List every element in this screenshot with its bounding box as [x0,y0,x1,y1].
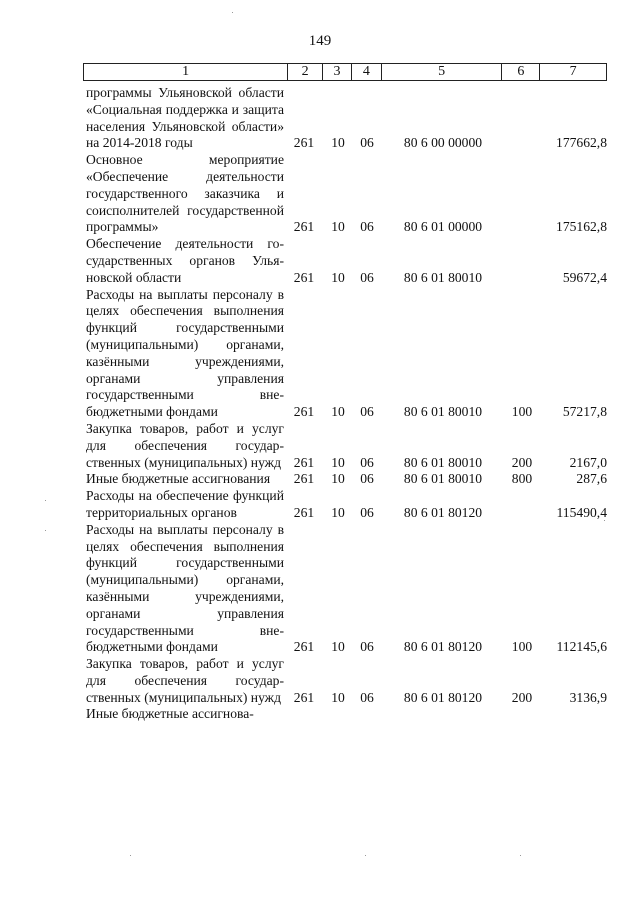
table-row [86,656,607,706]
scan-speck [45,500,46,501]
row-col-2: 261 [293,504,315,520]
row-col-3: 10 [331,471,345,487]
header-col-7: 7 [569,64,577,79]
row-col-5: 80 6 01 80120 [403,689,483,705]
row-col-6: 200 [511,689,533,705]
row-col-7: 177662,8 [556,135,607,151]
table-row [86,522,607,656]
scan-speck [520,855,521,856]
row-col-5: 80 6 01 00000 [403,219,483,235]
table-row [86,287,607,421]
row-col-6: 100 [511,639,533,655]
row-col-3: 10 [331,404,345,420]
row-col-4: 06 [360,219,374,235]
row-col-4: 06 [360,639,374,655]
row-col-5: 80 6 01 80010 [403,269,483,285]
table-row [86,488,607,522]
scan-speck [365,855,366,856]
row-col-2: 261 [293,689,315,705]
header-col-6: 6 [502,64,540,80]
header-col-3: 3 [323,64,352,80]
row-col-6: 200 [511,454,533,470]
row-description: программы Ульяновской области «Социальная поддержка и защита населения Ульяновской области» на 2014-2018 годы [86,85,284,151]
scan-speck [45,530,46,531]
scan-speck [130,855,131,856]
row-description: Иные бюджетные ассигнова- [86,706,254,722]
row-description: Обеспечение деятельности государственных органов Ульяновской области [86,236,284,285]
table-row [86,421,607,471]
row-col-7: 3136,9 [569,689,607,705]
row-col-4: 06 [360,269,374,285]
table-body [86,85,607,723]
row-col-2: 261 [293,219,315,235]
row-col-3: 10 [331,269,345,285]
row-col-4: 06 [360,689,374,705]
table-row [86,236,607,286]
row-col-3: 10 [331,135,345,151]
header-col-4: 4 [352,64,382,80]
table-row [86,706,607,723]
row-col-5: 80 6 01 80010 [403,471,483,487]
row-description: Закупка товаров, работ и услуг для обеспечения государственных (муниципальных) нужд [86,420,284,470]
row-col-2: 261 [293,471,315,487]
row-col-7: 57217,8 [562,404,607,420]
row-col-5: 80 6 01 80010 [403,454,483,470]
row-description: Расходы на выплаты персоналу в целях обеспечения выполнения функций государственными (муниципальными) органами, казёнными учреждениями, органами управления государственными внебюджетными фондами [86,286,284,420]
header-col-2: 2 [288,64,323,80]
row-col-7: 112145,6 [556,639,607,655]
row-col-3: 10 [331,639,345,655]
row-col-5: 80 6 01 80120 [403,639,483,655]
row-description: Основное мероприятие «Обеспечение деятельности государственного заказчика и соисполнителей государственной программы» [86,152,284,235]
scan-speck [604,520,605,521]
page-number: 149 [308,33,332,49]
row-col-2: 261 [293,639,315,655]
row-col-7: 115490,4 [556,504,607,520]
row-description: Иные бюджетные ассигнования [86,471,271,487]
header-col-5: 5 [382,64,503,80]
row-col-4: 06 [360,135,374,151]
row-col-3: 10 [331,504,345,520]
row-description: Расходы на выплаты персоналу в целях обеспечения выполнения функций государственными (муниципальными) органами, казёнными учреждениями, органами управления государственными внебюджетными фондами [86,521,284,655]
row-description: Расходы на обеспечение функций территориальных органов [86,488,284,520]
table-row [86,85,607,152]
row-col-2: 261 [293,404,315,420]
row-description: Закупка товаров, работ и услуг для обеспечения государственных (муниципальных) нужд [86,656,284,705]
row-col-4: 06 [360,471,374,487]
row-col-5: 80 6 00 00000 [403,135,483,151]
row-col-7: 2167,0 [569,454,607,470]
table-header [83,63,607,81]
table-row [86,152,607,236]
row-col-3: 10 [331,219,345,235]
row-col-5: 80 6 01 80010 [403,404,483,420]
row-col-2: 261 [293,269,315,285]
row-col-6: 100 [511,404,533,420]
row-col-4: 06 [360,504,374,520]
row-col-3: 10 [331,454,345,470]
row-col-3: 10 [331,689,345,705]
scan-speck [232,12,233,13]
row-col-4: 06 [360,404,374,420]
row-col-4: 06 [360,454,374,470]
row-col-6: 800 [511,471,533,487]
row-col-7: 59672,4 [562,269,607,285]
table-row [86,471,607,488]
row-col-2: 261 [293,454,315,470]
header-col-1: 1 [84,64,288,80]
row-col-5: 80 6 01 80120 [403,504,483,520]
row-col-7: 175162,8 [556,219,607,235]
row-col-2: 261 [293,135,315,151]
row-col-7: 287,6 [576,471,607,487]
